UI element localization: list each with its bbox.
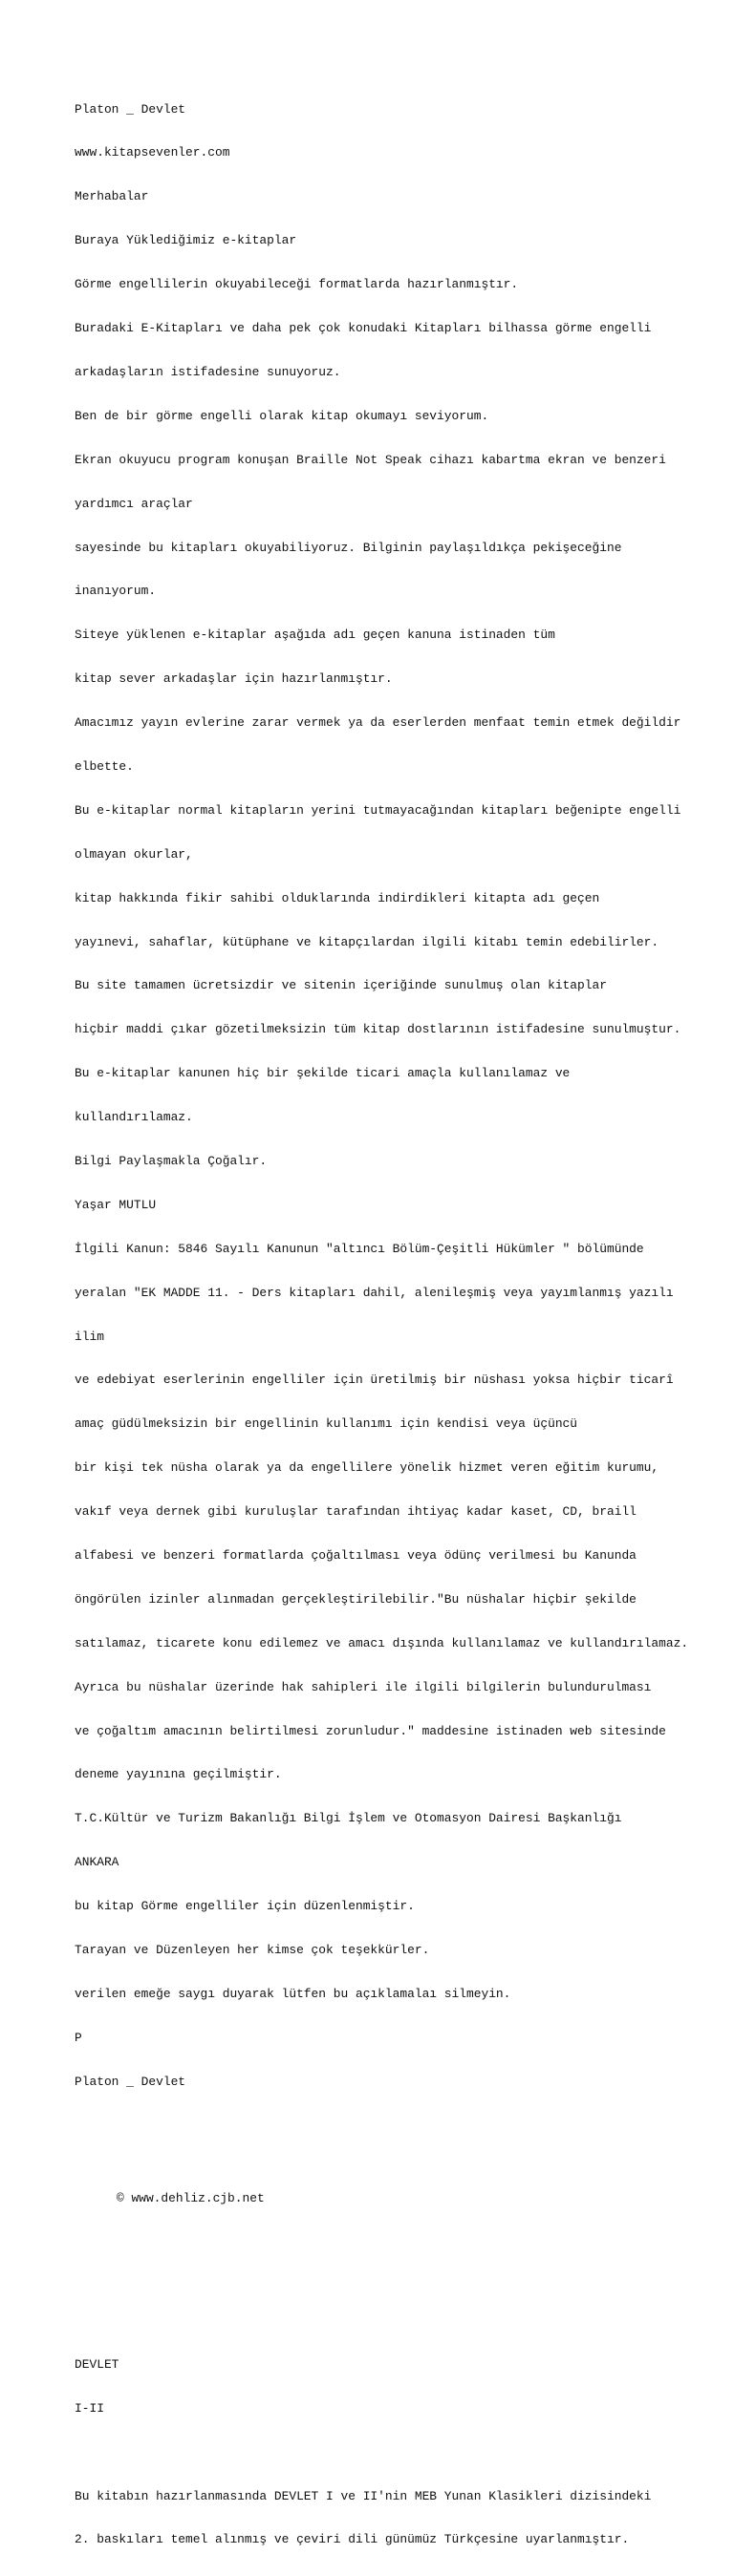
text-line: inanıyorum.	[75, 584, 157, 599]
text-line: yardımcı araçlar	[75, 496, 193, 511]
text-line: hiçbir maddi çıkar gözetilmeksizin tüm kitap dostlarının istifadesine sunulmuştur.	[75, 1022, 681, 1037]
text-line: bu kitap Görme engelliler için düzenlenmiştir.	[75, 1899, 415, 1914]
text-line: ANKARA	[75, 1855, 119, 1870]
text-line: Bu site tamamen ücretsizdir ve sitenin içeriğinde sunulmuş olan kitaplar	[75, 978, 607, 993]
text-line: bir kişi tek nüsha olarak ya da engellilere yönelik hizmet veren eğitim kurumu,	[75, 1460, 659, 1476]
document-title: DEVLET	[75, 2356, 119, 2372]
blank-space	[75, 2445, 724, 2459]
text-line: Ben de bir görme engelli olarak kitap okumayı seviyorum.	[75, 408, 489, 423]
text-line: ve edebiyat eserlerinin engelliler için üretilmiş bir nüshası yoksa hiçbir ticarî	[75, 1373, 674, 1388]
text-line: Ekran okuyucu program konuşan Braille Not Speak cihazı kabartma ekran ve benzeri	[75, 452, 666, 467]
text-line: İlgili Kanun: 5846 Sayılı Kanunun "altıncı Bölüm-Çeşitli Hükümler " bölümünde	[75, 1241, 644, 1256]
text-line: Merhabalar	[75, 189, 149, 204]
text-line: www.kitapsevenler.com	[75, 145, 230, 160]
text-line: ilim	[75, 1329, 104, 1344]
text-line: Buraya Yüklediğimiz e-kitaplar	[75, 233, 297, 248]
volume-label: I-II	[75, 2400, 104, 2416]
blank-space	[75, 2133, 724, 2162]
text-line: deneme yayınına geçilmiştir.	[75, 1767, 282, 1782]
text-line: Bilgi Paylaşmakla Çoğalır.	[75, 1153, 268, 1168]
text-line: arkadaşların istifadesine sunuyoruz.	[75, 364, 341, 379]
text-line: kitap sever arkadaşlar için hazırlanmıştır.	[75, 671, 393, 687]
text-line: yeralan "EK MADDE 11. - Ders kitapları dahil, alenileşmiş veya yayımlanmış yazılı	[75, 1285, 674, 1300]
text-line: P	[75, 2030, 82, 2045]
text-line: satılamaz, ticarete konu edilemez ve amacı dışında kullanılamaz ve kullandırılamaz.	[75, 1635, 689, 1650]
text-line: alfabesi ve benzeri formatlarda çoğaltılması veya ödünç verilmesi bu Kanunda	[75, 1547, 637, 1563]
text-line: Tarayan ve Düzenleyen her kimse çok teşekkürler.	[75, 1943, 430, 1957]
blank-space	[75, 2235, 724, 2313]
text-line: yayınevi, sahaflar, kütüphane ve kitapçılardan ilgili kitabı temin edebilirler.	[75, 934, 659, 949]
copyright-line: © www.dehliz.cjb.net	[117, 2191, 265, 2206]
document-text	[75, 73, 724, 2576]
text-line: T.C.Kültür ve Turizm Bakanlığı Bilgi İşlem ve Otomasyon Dairesi Başkanlığı	[75, 1811, 622, 1826]
text-line: Yaşar MUTLU	[75, 1197, 157, 1212]
text-line: vakıf veya dernek gibi kuruluşlar tarafından ihtiyaç kadar kaset, CD, braill	[75, 1504, 637, 1520]
intro-line: 2. baskıları temel alınmış ve çeviri dili günümüz Türkçesine uyarlanmıştır.	[75, 2532, 630, 2547]
text-line: Siteye yüklenen e-kitaplar aşağıda adı geçen kanuna istinaden tüm	[75, 628, 555, 643]
intro-line: Bu kitabın hazırlanmasında DEVLET I ve II'nin MEB Yunan Klasikleri dizisindeki	[75, 2488, 652, 2503]
text-line: elbette.	[75, 758, 134, 774]
text-line: Ayrıca bu nüshalar üzerinde hak sahipleri ile ilgili bilgilerin bulundurulması	[75, 1679, 652, 1694]
text-line: Platon _ Devlet	[75, 2074, 186, 2089]
text-line: Bu e-kitaplar kanunen hiç bir şekilde ticari amaçla kullanılamaz ve	[75, 1066, 571, 1081]
text-line: Bu e-kitaplar normal kitapların yerini tutmayacağından kitapları beğenipte engelli	[75, 802, 681, 818]
text-line: Görme engellilerin okuyabileceği formatlarda hazırlanmıştır.	[75, 277, 519, 292]
text-line: ve çoğaltım amacının belirtilmesi zorunludur." maddesine istinaden web sitesinde	[75, 1723, 666, 1738]
text-line: sayesinde bu kitapları okuyabiliyoruz. Bilginin paylaşıldıkça pekişeceğine	[75, 540, 622, 555]
text-line: kitap hakkında fikir sahibi olduklarında indirdikleri kitapta adı geçen	[75, 890, 600, 905]
text-line: verilen emeğe saygı duyarak lütfen bu açıklamalaı silmeyin.	[75, 1986, 511, 2001]
text-line: olmayan okurlar,	[75, 846, 193, 862]
text-line: öngörülen izinler alınmadan gerçekleştirilebilir."Bu nüshalar hiçbir şekilde	[75, 1591, 637, 1607]
text-line: kullandırılamaz.	[75, 1110, 193, 1125]
text-line: amaç güdülmeksizin bir engellinin kullanımı için kendisi veya üçüncü	[75, 1416, 578, 1432]
text-line: Platon _ Devlet	[75, 101, 186, 117]
text-line: Amacımız yayın evlerine zarar vermek ya da eserlerden menfaat temin etmek değildir	[75, 715, 681, 731]
text-line: Buradaki E-Kitapları ve daha pek çok konudaki Kitapları bilhassa görme engelli	[75, 321, 652, 336]
